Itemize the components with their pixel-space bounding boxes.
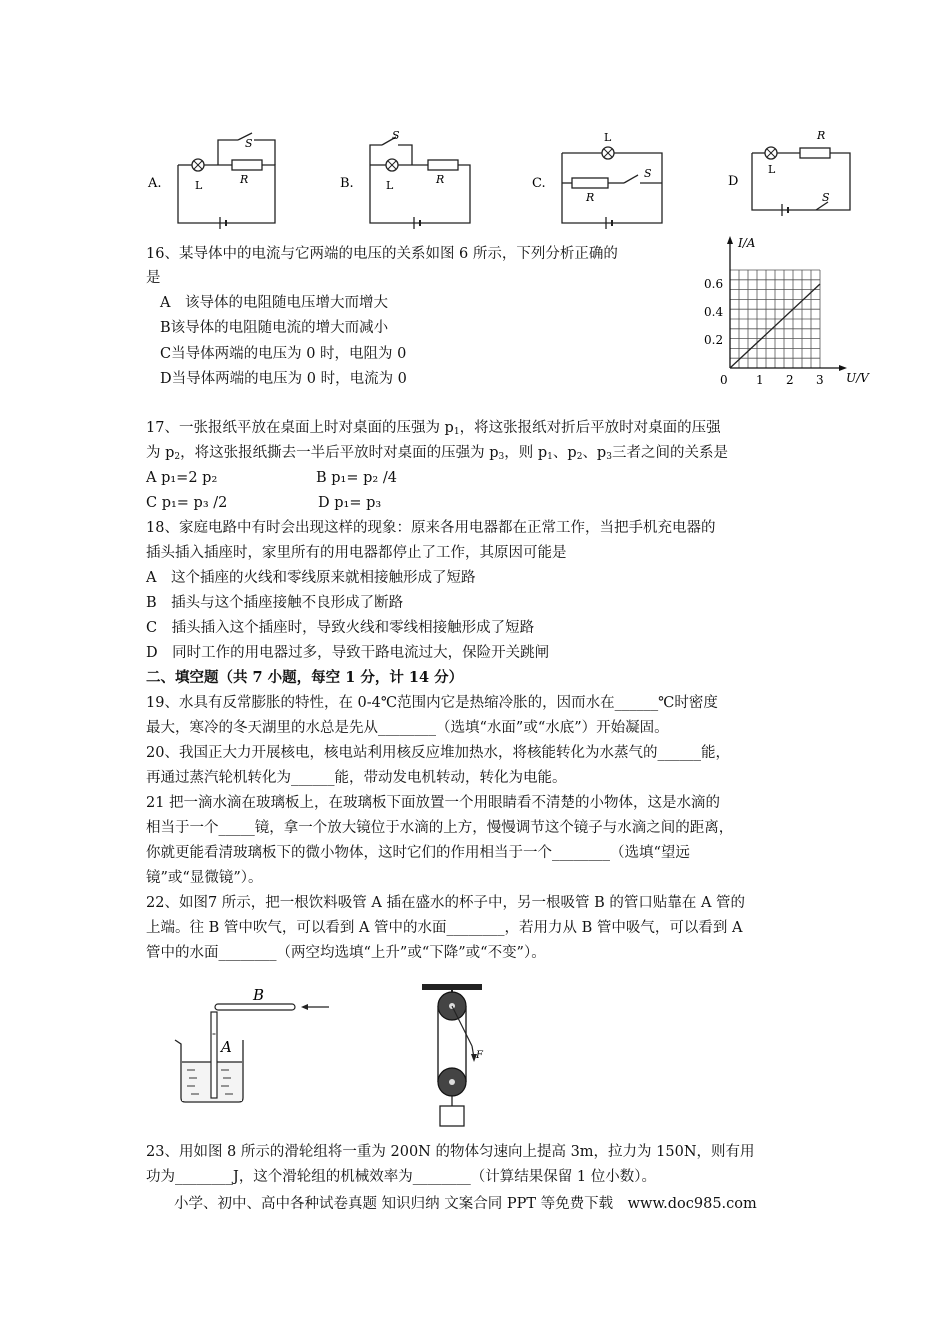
x-tick-label: 1 (756, 373, 764, 387)
q18-option-b: B 插头与这个插座接触不良形成了断路 (146, 595, 404, 611)
circuit-a-label: A. (148, 176, 162, 191)
straw-a-label: A (221, 1038, 232, 1056)
circuit-b-lamp: L (386, 179, 394, 192)
graph-tick-labels (704, 277, 824, 387)
circuit-a-resistor: R (240, 173, 249, 186)
x-tick-label: 0 (720, 373, 728, 387)
q22-line3: 管中的水面________（两空均选填“上升”或“下降”或“不变”）。 (146, 945, 546, 961)
circuit-c (532, 131, 662, 229)
q21-line1: 21 把一滴水滴在玻璃板上，在玻璃板下面放置一个用眼睛看不清楚的小物体，这是水滴的 (146, 795, 721, 811)
circuit-d (728, 129, 850, 216)
q23-line2: 功为________J，这个滑轮组的机械效率为________（计算结果保留 1 位小数）。 (146, 1169, 657, 1185)
q20-line2: 再通过蒸汽轮机转化为______能，带动发电机转动，转化为电能。 (146, 770, 567, 786)
q18-line1: 18、家庭电路中有时会出现这样的现象：原来各用电器都在正常工作，当把手机充电器的 (146, 520, 716, 536)
x-axis-label: U/V (846, 371, 869, 385)
circuit-a-switch: S (245, 137, 253, 150)
circuit-a (147, 133, 275, 229)
graph-grid (730, 270, 820, 368)
y-tick-label: 0.4 (704, 305, 724, 319)
q23-line1: 23、用如图 8 所示的滑轮组将一重为 200N 的物体匀速向上提高 3m，拉力为 150N，则有用 (146, 1144, 755, 1160)
x-tick-label: 3 (816, 373, 824, 387)
graph-axes (727, 236, 847, 371)
weight-block (440, 1106, 464, 1126)
q19-line1: 19、水具有反常膨胀的特性，在 0-4℃范围内它是热缩冷胀的，因而水在______℃时密度 (146, 695, 718, 711)
force-label: F (476, 1050, 483, 1061)
section-heading-fill-in: 二、填空题（共 7 小题，每空 1 分，计 14 分） (146, 669, 464, 686)
q16-line1: 16、某导体中的电流与它两端的电压的关系如图 6 所示，下列分析正确的 (146, 246, 618, 262)
q17-option-d: D p₁= p₃ (318, 495, 382, 511)
iv-graph (700, 233, 870, 388)
circuit-d-label: D (728, 174, 739, 189)
q16-option-a: A 该导体的电阻随电压增大而增大 (160, 295, 388, 311)
y-axis-label: I/A (738, 236, 756, 250)
circuit-c-resistor: R (586, 191, 595, 204)
y-tick-label: 0.6 (704, 277, 724, 291)
circuit-d-switch: S (822, 191, 830, 204)
q17-option-c: C p₁= p₃ /2 (146, 495, 228, 511)
circuit-c-lamp: L (604, 131, 612, 144)
circuit-b-switch: S (392, 129, 400, 142)
circuit-a-lamp: L (195, 179, 203, 192)
y-tick-label: 0.2 (704, 333, 724, 347)
q22-line1: 22、如图7 所示，把一根饮料吸管 A 插在盛水的杯子中，另一根吸管 B 的管口贴靠在 A 管的 (146, 895, 746, 911)
q18-option-a: A 这个插座的火线和零线原来就相接触形成了短路 (146, 570, 476, 586)
q17-line1: 17、一张报纸平放在桌面上时对桌面的压强为 $p_1$，将这张报纸对折后平放时对桌面的压强 (146, 420, 721, 437)
page-footer: 小学、初中、高中各种试卷真题 知识归纳 文案合同 PPT 等免费下载 www.doc985.com (174, 1196, 757, 1212)
q21-line3: 你就更能看清玻璃板下的微小物体，这时它们的作用相当于一个________（选填“望远 (146, 845, 690, 861)
q16-option-d: D当导体两端的电压为 0 时，电流为 0 (160, 371, 407, 387)
q17-option-a: A p₁=2 p₂ (146, 470, 218, 486)
circuit-d-lamp: L (768, 163, 776, 176)
q19-line2: 最大，寒冷的冬天湖里的水总是先从________（选填“水面”或“水底”）开始凝固。 (146, 720, 669, 736)
q17-option-b: B p₁= p₂ /4 (316, 470, 397, 486)
q16-option-c: C当导体两端的电压为 0 时，电阻为 0 (160, 346, 407, 362)
x-tick-label: 2 (786, 373, 794, 387)
straw-a (211, 1012, 217, 1098)
circuit-b-resistor: R (436, 173, 445, 186)
circuit-d-resistor: R (817, 129, 826, 142)
beaker-straw-figure (165, 982, 340, 1107)
q18-option-d: D 同时工作的用电器过多，导致干路电流过大，保险开关跳闸 (146, 645, 550, 661)
straw-b-label: B (253, 986, 265, 1004)
circuit-b (340, 129, 470, 229)
q20-line1: 20、我国正大力开展核电，核电站利用核反应堆加热水，将核能转化为水蒸气的______能， (146, 745, 730, 761)
q22-line2: 上端。往 B 管中吹气，可以看到 A 管中的水面________，若用力从 B 管中吸气，可以看到 A (146, 920, 743, 936)
circuit-c-switch: S (644, 167, 652, 180)
straw-b (215, 1004, 295, 1010)
ceiling (422, 984, 482, 990)
circuit-diagrams (140, 125, 860, 230)
q18-line2: 插头插入插座时，家里所有的用电器都停止了工作，其原因可能是 (146, 545, 567, 561)
q21-line2: 相当于一个_____镜，拿一个放大镜位于水滴的上方，慢慢调节这个镜子与水滴之间的距离， (146, 820, 734, 836)
circuit-b-label: B. (340, 176, 354, 191)
q16-line2: 是 (146, 270, 161, 286)
pulley-figure (412, 982, 502, 1142)
q21-line4: 镜”或“显微镜”）。 (146, 870, 263, 886)
circuit-c-label: C. (532, 176, 546, 191)
q17-line2: 为 $p_2$，将这张报纸撕去一半后平放时对桌面的压强为 $p_3$，则 $p_1$、$p_2$、$p_3$三者之间的关系是 (146, 445, 728, 462)
q18-option-c: C 插头插入这个插座时，导致火线和零线相接触形成了短路 (146, 620, 535, 636)
q16-option-b: B该导体的电阻随电流的增大而减小 (160, 320, 389, 336)
